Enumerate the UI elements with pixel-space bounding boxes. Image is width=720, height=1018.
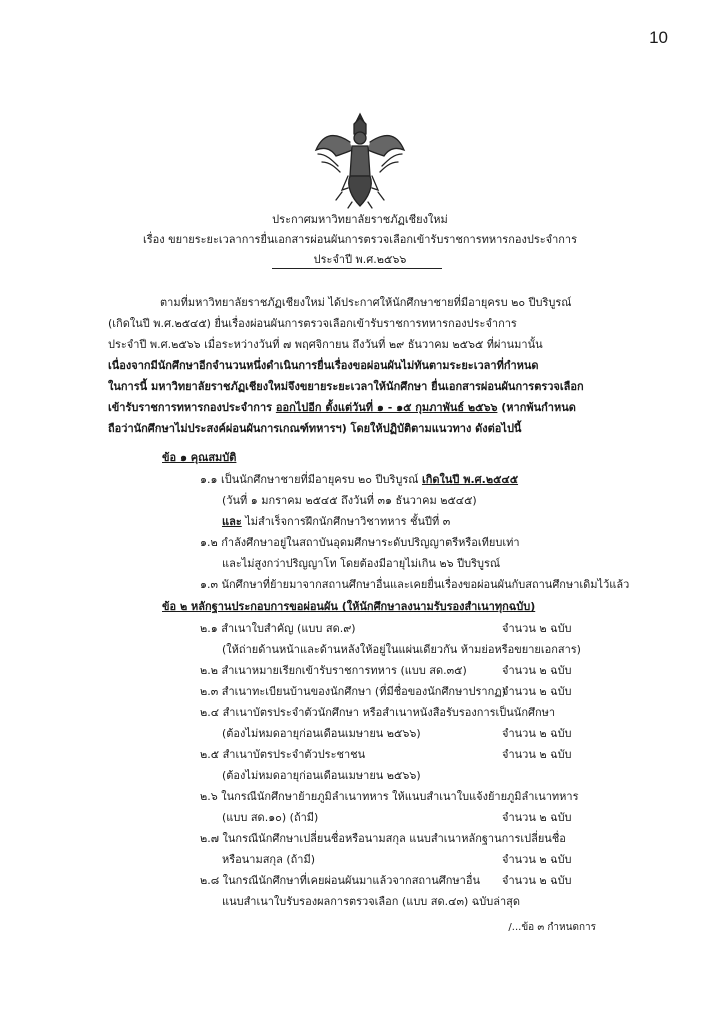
intro-line: ถือว่านักศึกษาไม่ประสงค์ผ่อนผันการเกณฑ์ทหารฯ) โดยให้ปฏิบัติตามแนวทาง ดังต่อไปนี้ [108, 422, 522, 435]
intro-line: (เกิดในปี พ.ศ.๒๕๔๕) ยื่นเรื่องผ่อนผันการตรวจเลือกเข้ารับราชการทหารกองประจำการ [108, 317, 517, 330]
document-item: ๒.๑ สำเนาใบสำคัญ (แบบ สด.๙) [200, 622, 356, 635]
document-count: จำนวน ๒ ฉบับ [502, 874, 572, 887]
announcement-year: ประจำปี พ.ศ.๒๕๖๖ [313, 253, 407, 266]
intro-paragraph [108, 292, 600, 439]
intro-line-part: เข้ารับราชการทหารกองประจำการ [108, 401, 276, 414]
qualification-1-dates: (วันที่ ๑ มกราคม ๒๕๔๕ ถึงวันที่ ๓๑ ธันวาคม ๒๕๔๕) [222, 494, 477, 507]
document-count: จำนวน ๒ ฉบับ [502, 727, 572, 740]
intro-line: เนื่องจากมีนักศึกษาอีกจำนวนหนึ่งดำเนินการยื่นเรื่องขอผ่อนผันไม่ทันตามระยะเวลาที่กำหนด [108, 359, 539, 372]
document-count: จำนวน ๒ ฉบับ [502, 853, 572, 866]
document-item: ๒.๘ ในกรณีนักศึกษาที่เคยผ่อนผันมาแล้วจากสถานศึกษาอื่น [200, 874, 480, 887]
document-note: (ต้องไม่หมดอายุก่อนเดือนเมษายน ๒๕๖๖) [222, 727, 421, 740]
announcement-subject: เรื่อง ขยายระยะเวลาการยื่นเอกสารผ่อนผันการตรวจเลือกเข้ารับราชการทหารกองประจำการ [142, 233, 578, 246]
continuation-note: /...ข้อ ๓ กำหนดการ [508, 922, 596, 933]
document-note: (ให้ถ่ายด้านหน้าและด้านหลังให้อยู่ในแผ่นเดียวกัน ห้ามย่อหรือขยายเอกสาร) [222, 643, 581, 656]
condition-text: ไม่สำเร็จการฝึกนักศึกษาวิชาทหาร ชั้นปีที่ ๓ [241, 515, 451, 528]
document-note: หรือนามสกุล (ถ้ามี) [222, 853, 315, 866]
and-label: และ [222, 515, 242, 528]
announcement-title: ประกาศมหาวิทยาลัยราชภัฏเชียงใหม่ [272, 213, 448, 226]
qualification-2-cont: และไม่สูงกว่าปริญญาโท โดยต้องมีอายุไม่เกิน ๒๖ ปีบริบูรณ์ [222, 557, 501, 570]
intro-line [108, 397, 600, 418]
document-item: ๒.๕ สำเนาบัตรประจำตัวประชาชน [200, 748, 366, 761]
intro-line-part: (หากพ้นกำหนด [497, 401, 576, 414]
document-count: จำนวน ๒ ฉบับ [502, 811, 572, 824]
document-item: ๒.๓ สำเนาทะเบียนบ้านของนักศึกษา (ที่มีชื่อของนักศึกษาปรากฏ) [200, 685, 506, 698]
document-count: จำนวน ๒ ฉบับ [502, 622, 572, 635]
qualification-text: ๑.๑ เป็นนักศึกษาชายที่มีอายุครบ ๒๐ ปีบริบูรณ์ [200, 473, 422, 486]
document-count: จำนวน ๒ ฉบับ [502, 664, 572, 677]
document-item: ๒.๖ ในกรณีนักศึกษาย้ายภูมิลำเนาทหาร ให้แนบสำเนาใบแจ้งย้ายภูมิลำเนาทหาร [200, 790, 579, 803]
intro-line: ในการนี้ มหาวิทยาลัยราชภัฏเชียงใหม่จึงขยายระยะเวลาให้นักศึกษา ยื่นเอกสารผ่อนผันการตรวจเลือก [108, 380, 584, 393]
document-note: (ต้องไม่หมดอายุก่อนเดือนเมษายน ๒๕๖๖) [222, 769, 421, 782]
document-count: จำนวน ๒ ฉบับ [502, 748, 572, 761]
document-note: แนบสำเนาใบรับรองผลการตรวจเลือก (แบบ สด.๔๓) ฉบับล่าสุด [222, 895, 520, 908]
document-item: ๒.๗ ในกรณีนักศึกษาเปลี่ยนชื่อหรือนามสกุล แนบสำเนาหลักฐานการเปลี่ยนชื่อ [200, 832, 566, 845]
header-divider [272, 268, 442, 269]
qualification-1 [200, 470, 518, 488]
document-item: ๒.๒ สำเนาหมายเรียกเข้ารับราชการทหาร (แบบ สด.๓๕) [200, 664, 467, 677]
birth-year: เกิดในปี พ.ศ.๒๕๔๕ [421, 473, 519, 486]
extended-date: ออกไปอีก ตั้งแต่วันที่ ๑ - ๑๕ กุมภาพันธ์ ๒๕๖๖ [275, 401, 498, 414]
qualification-1-condition [222, 512, 450, 530]
document-item: ๒.๔ สำเนาบัตรประจำตัวนักศึกษา หรือสำเนาหนังสือรับรองการเป็นนักศึกษา [200, 706, 556, 719]
intro-line: ตามที่มหาวิทยาลัยราชภัฏเชียงใหม่ ได้ประกาศให้นักศึกษาชายที่มีอายุครบ ๒๐ ปีบริบูรณ์ [160, 296, 572, 309]
qualification-2: ๑.๒ กำลังศึกษาอยู่ในสถาบันอุดมศึกษาระดับปริญญาตรีหรือเทียบเท่า [200, 536, 520, 549]
section-1-title: ข้อ ๑ คุณสมบัติ [162, 451, 237, 464]
intro-line: ประจำปี พ.ศ.๒๕๖๖ เมื่อระหว่างวันที่ ๗ พฤศจิกายน ถึงวันที่ ๒๙ ธันวาคม ๒๕๖๕ ที่ผ่านมานั้น [108, 338, 543, 351]
page-number: 10 [649, 28, 668, 47]
qualification-3: ๑.๓ นักศึกษาที่ย้ายมาจากสถานศึกษาอื่นและเคยยื่นเรื่องขอผ่อนผันกับสถานศึกษาเดิมไว้แล้ว [200, 578, 630, 591]
section-2-title: ข้อ ๒ หลักฐานประกอบการขอผ่อนผัน (ให้นักศึกษาลงนามรับรองสำเนาทุกฉบับ) [162, 600, 536, 613]
garuda-emblem-icon [312, 110, 408, 210]
document-note: (แบบ สด.๑๐) (ถ้ามี) [222, 811, 319, 824]
document-count: จำนวน ๒ ฉบับ [502, 685, 572, 698]
